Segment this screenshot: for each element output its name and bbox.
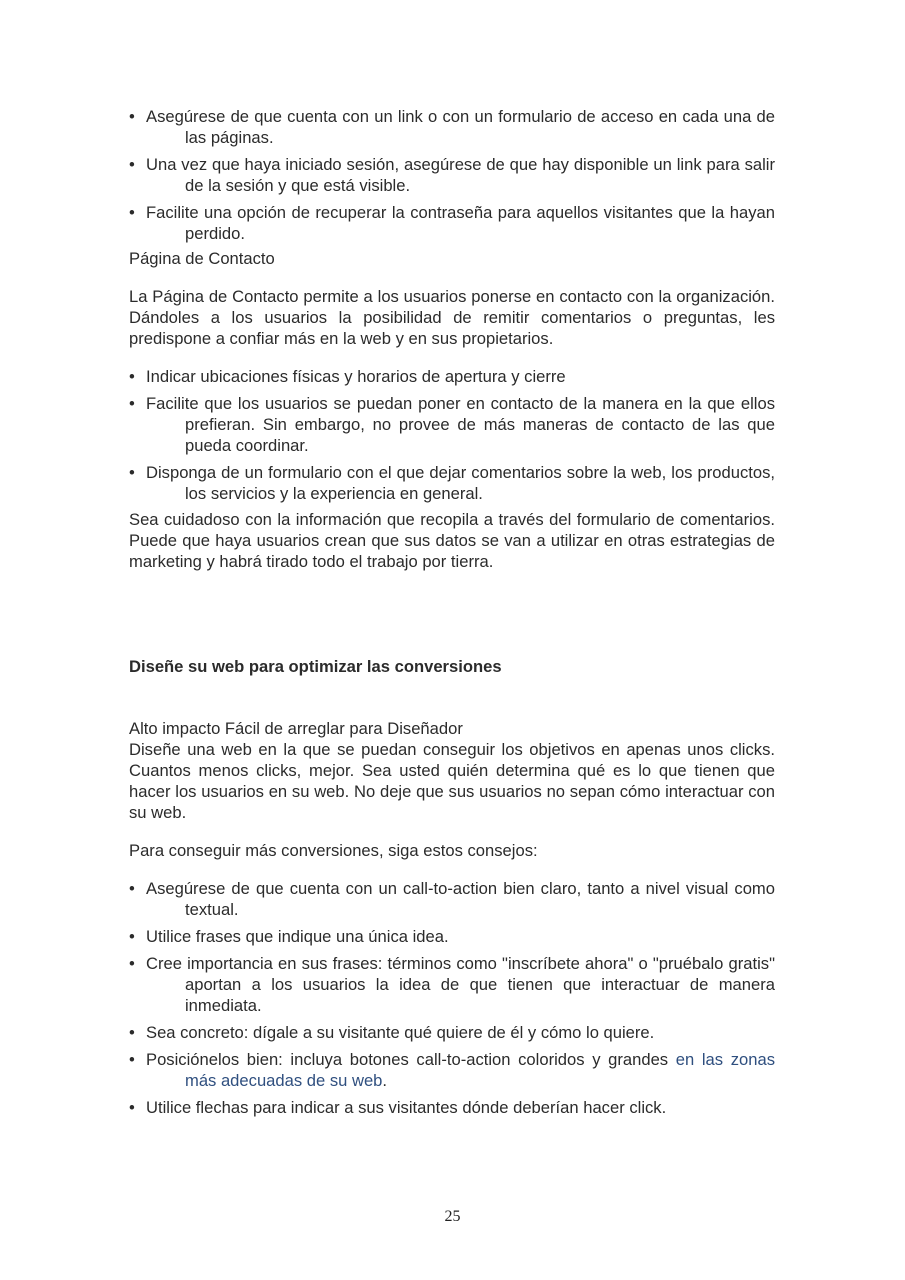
list-item: • Cree importancia en sus frases: términos como "inscríbete ahora" o "pruébalo gratis" aportan a los usuarios la idea de que tienen que interactuar de manera inmediata. (129, 954, 775, 1015)
list-item: • Disponga de un formulario con el que dejar comentarios sobre la web, los productos, los servicios y la experiencia en general. (129, 463, 775, 503)
list-item: • Facilite que los usuarios se puedan poner en contacto de la manera en la que ellos prefieran. Sin embargo, no provee de más maneras de contacto de las que pueda coordinar. (129, 394, 775, 455)
contact-intro: La Página de Contacto permite a los usuarios ponerse en contacto con la organización. Dándoles a los usuarios la posibilidad de remitir comentarios o preguntas, les predispone a confiar más en la web y en sus propietarios. (129, 287, 775, 348)
bullet-icon: • (129, 394, 135, 413)
bullet-icon: • (129, 463, 135, 482)
page-number: 25 (444, 1208, 461, 1225)
contact-bullet-list (129, 366, 775, 504)
list-item: • Asegúrese de que cuenta con un call-to-action bien claro, tanto a nivel visual como textual. (129, 879, 775, 919)
bullet-icon: • (129, 879, 135, 898)
bullet-icon: • (129, 107, 135, 126)
list-item: • Asegúrese de que cuenta con un link o con un formulario de acceso en cada una de las páginas. (129, 107, 775, 147)
document-page (129, 106, 775, 1124)
tips-intro: Para conseguir más conversiones, siga estos consejos: (129, 841, 538, 860)
list-item: • Utilice flechas para indicar a sus visitantes dónde deberían hacer click. (129, 1098, 667, 1117)
bullet-icon: • (129, 954, 135, 973)
section-meta: Alto impacto Fácil de arreglar para Diseñador (129, 719, 463, 738)
contact-note: Sea cuidadoso con la información que recopila a través del formulario de comentarios. Puede que haya usuarios crean que sus datos se van a utilizar en otras estrategias de marketing y habrá tirado todo el trabajo por tierra. (129, 510, 775, 571)
contact-title: Página de Contacto (129, 249, 275, 268)
bullet-icon: • (129, 155, 135, 174)
list-item: • Indicar ubicaciones físicas y horarios de apertura y cierre (129, 367, 566, 386)
bullet-icon: • (129, 1023, 135, 1042)
bullet-icon: • (129, 927, 135, 946)
list-item: • Una vez que haya iniciado sesión, asegúrese de que hay disponible un link para salir de la sesión y que está visible. (129, 155, 775, 195)
list-item: • Posiciónelos bien: incluya botones call-to-action coloridos y grandes en las zonas más adecuadas de su web. (129, 1050, 775, 1090)
bullet-icon: • (129, 367, 135, 386)
bullet-icon: • (129, 1098, 135, 1117)
bullet-icon: • (129, 203, 135, 222)
login-bullet-list (129, 106, 775, 244)
list-item: • Sea concreto: dígale a su visitante qué quiere de él y cómo lo quiere. (129, 1023, 655, 1042)
list-item: • Facilite una opción de recuperar la contraseña para aquellos visitantes que la hayan perdido. (129, 203, 775, 243)
list-item: • Utilice frases que indique una única idea. (129, 927, 449, 946)
section-body: Diseñe una web en la que se puedan conseguir los objetivos en apenas unos clicks. Cuantos menos clicks, mejor. Sea usted quién determina qué es lo que tienen que hacer los usuarios en su web. No deje que sus usuarios no sepan cómo interactuar con su web. (129, 740, 775, 822)
bullet-icon: • (129, 1050, 135, 1069)
section-heading: Diseñe su web para optimizar las conversiones (129, 657, 502, 676)
tips-bullet-list (129, 878, 775, 1118)
web-zones-link[interactable]: en las zonas más adecuadas de su web (185, 1050, 775, 1090)
